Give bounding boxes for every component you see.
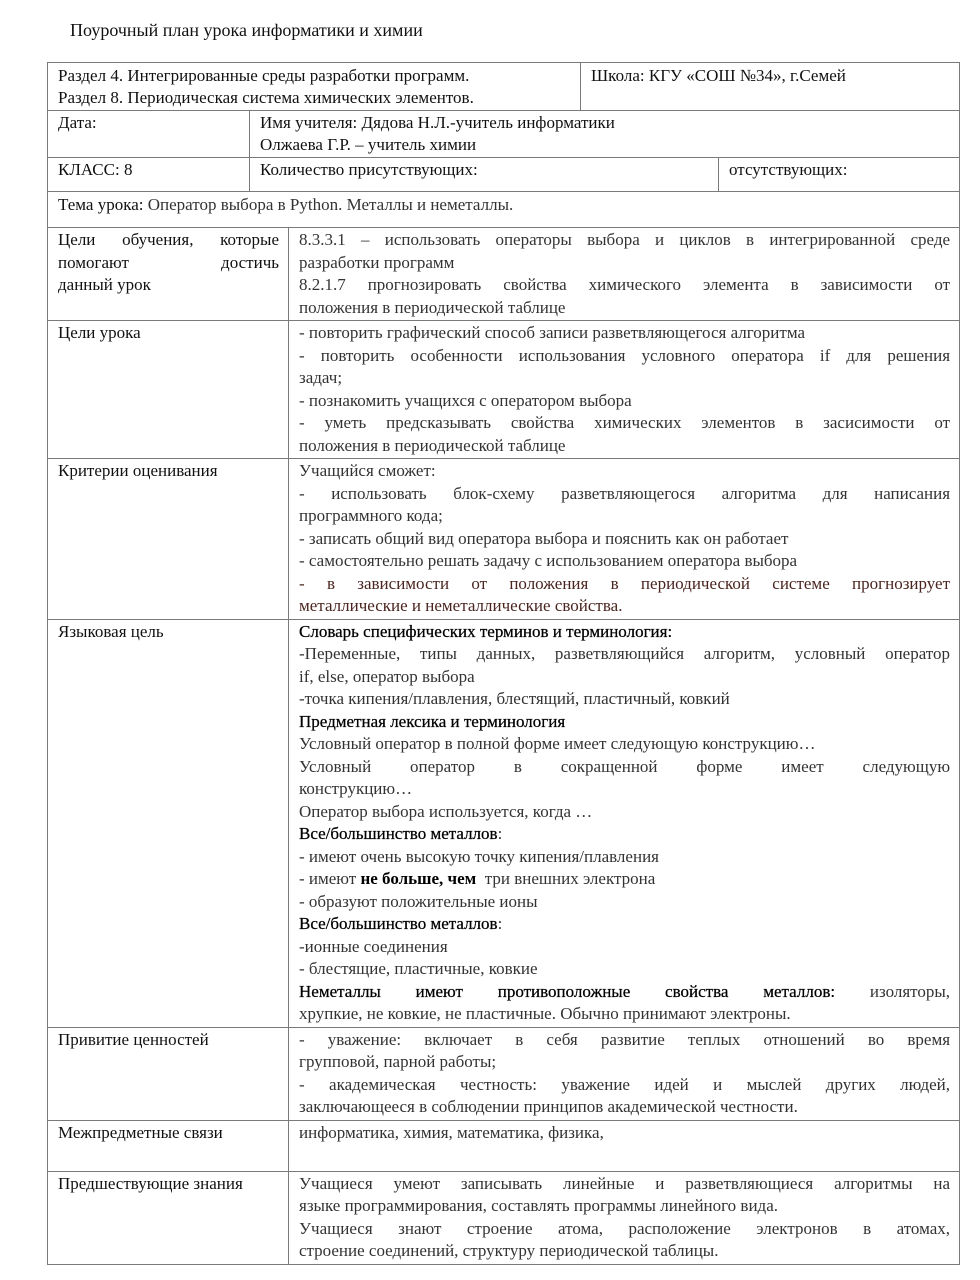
cross-curricular-value-cell [289, 1120, 960, 1171]
learning-goal-line: 8.2.1.7 прогнозировать свойства химического элемента в зависимости от [299, 275, 951, 294]
cross-curricular-label-cell [48, 1120, 289, 1171]
criteria-highlight-line: - в зависимости от положения в периодической системе прогнозирует [299, 573, 951, 593]
topic-value: Оператор выбора в Python. Металлы и неметаллы. [143, 195, 514, 214]
teacher-cell [250, 111, 960, 158]
values-label: Привитие ценностей [58, 1029, 209, 1049]
nonmetals-text: изоляторы, [835, 981, 951, 1001]
class-attendance-row [48, 158, 960, 192]
metals-property-line: -ионные соединения [299, 936, 448, 956]
learning-goals-value-cell [289, 228, 960, 321]
language-goal-row [48, 619, 960, 1027]
present-cell [250, 158, 719, 192]
lesson-goals-label: Цели урока [58, 323, 141, 342]
metals-property-line: - имеют очень высокую точку кипения/плавления [299, 846, 659, 866]
criteria-label-cell [48, 459, 289, 620]
class-cell [48, 158, 250, 192]
school-name: Школа: КГУ «СОШ №34», г.Семей [591, 66, 846, 85]
prior-knowledge-label-cell [48, 1171, 289, 1264]
learning-goals-label-line: Цели обучения, которые [58, 230, 279, 249]
metals-heading-colon: : [497, 824, 503, 843]
metals-heading-colon: : [497, 914, 503, 933]
topic-label: Тема урока: [58, 195, 144, 214]
prior-knowledge-line: строение соединений, структуру периодической таблицы. [299, 1241, 719, 1260]
learning-goal-line: разработки программ [299, 252, 455, 272]
lesson-goals-row [48, 321, 960, 459]
values-line: - уважение: включает в себя развитие теплых отношений во время [299, 1029, 951, 1049]
learning-goals-label-line: помогают достичь [58, 252, 279, 272]
date-cell [48, 111, 250, 158]
school-cell [581, 63, 960, 111]
learning-goals-label-line: данный урок [58, 275, 151, 294]
absent-label: отсутствующих: [729, 160, 848, 179]
vocabulary-line: -Переменные, типы данных, разветвляющийся алгоритм, условный оператор [299, 644, 951, 663]
class-label: КЛАСС: 8 [58, 160, 133, 179]
criteria-line: Учащийся сможет: [299, 461, 436, 480]
criteria-line: - записать общий вид оператора выбора и пояснить как он работает [299, 528, 789, 548]
criteria-line: программного кода; [299, 506, 443, 525]
cross-curricular-row [48, 1120, 960, 1171]
vocabulary-line: if, else, оператор выбора [299, 666, 475, 686]
sections-cell [48, 63, 581, 111]
prior-knowledge-value-cell [289, 1171, 960, 1264]
criteria-line: - использовать блок-схему разветвляющегося алгоритма для написания [299, 483, 951, 503]
metals-heading: Все/большинство металлов [299, 824, 498, 843]
criteria-line: - самостоятельно решать задачу с использованием оператора выбора [299, 551, 798, 570]
prior-knowledge-row [48, 1171, 960, 1264]
phrase-line: Условный оператор в сокращенной форме имеет следующую [299, 756, 951, 776]
metals-property-suffix: три внешних электрона [476, 869, 656, 888]
values-value-cell [289, 1027, 960, 1120]
lesson-goal-line: задач; [299, 368, 343, 387]
metals-heading-2: Все/большинство металлов [299, 914, 498, 933]
lesson-goal-line: положения в периодической таблице [299, 435, 566, 455]
metals-property-prefix: - имеют [299, 869, 361, 888]
vocabulary-heading: Словарь специфических терминов и терминология: [299, 621, 673, 641]
lesson-goal-line: - познакомить учащихся с оператором выбора [299, 390, 632, 410]
teacher-informatics: Имя учителя: Дядова Н.Л.-учитель информатики [260, 113, 615, 132]
language-goal-label: Языковая цель [58, 621, 164, 641]
date-label: Дата: [58, 113, 97, 132]
lesson-goal-line: - уметь предсказывать свойства химических элементов в засисимости от [299, 413, 951, 432]
lesson-goal-line: - повторить особенности использования условного оператора if для решения [299, 345, 951, 365]
lesson-goals-label-cell [48, 321, 289, 459]
phrase-line: конструкцию… [299, 779, 413, 798]
lesson-goals-value-cell [289, 321, 960, 459]
nonmetals-heading: Неметаллы имеют противоположные свойства металлов: [299, 981, 836, 1001]
topic-cell [48, 192, 960, 228]
values-line: групповой, парной работы; [299, 1052, 497, 1071]
phrase-line: Условный оператор в полной форме имеет следующую конструкцию… [299, 734, 816, 753]
phrase-line: Оператор выбора используется, когда … [299, 801, 593, 821]
section-8-title: Раздел 8. Периодическая система химических элементов. [58, 88, 474, 107]
nonmetals-text: хрупкие, не ковкие, не пластичные. Обычно принимают электроны. [299, 1004, 791, 1023]
learning-goals-row [48, 228, 960, 321]
criteria-label: Критерии оценивания [58, 461, 218, 480]
metals-property-line: - блестящие, пластичные, ковкие [299, 959, 538, 978]
subject-lexicon-heading: Предметная лексика и терминология [299, 711, 566, 731]
prior-knowledge-line: языке программирования, составлять программы линейного вида. [299, 1196, 779, 1215]
date-teacher-row [48, 111, 960, 158]
values-label-cell [48, 1027, 289, 1120]
criteria-value-cell [289, 459, 960, 620]
prior-knowledge-line: Учащиеся знают строение атома, расположение электронов в атомах, [299, 1218, 951, 1238]
section-4-title: Раздел 4. Интегрированные среды разработки программ. [58, 66, 470, 85]
values-row [48, 1027, 960, 1120]
document-title: Поурочный план урока информатики и химии [70, 20, 423, 40]
learning-goal-line: положения в периодической таблице [299, 297, 566, 317]
metals-property-emphasis: не больше, чем [360, 869, 477, 888]
topic-row [48, 192, 960, 228]
prior-knowledge-line: Учащиеся умеют записывать линейные и разветвляющиеся алгоритмы на [299, 1173, 951, 1193]
criteria-row [48, 459, 960, 620]
language-goal-label-cell [48, 619, 289, 1027]
vocabulary-line: -точка кипения/плавления, блестящий, пластичный, ковкий [299, 689, 730, 708]
sections-row [48, 63, 960, 111]
prior-knowledge-label: Предшествующие знания [58, 1173, 243, 1193]
metals-property-line: - образуют положительные ионы [299, 891, 538, 911]
learning-goal-line: 8.3.3.1 – использовать операторы выбора и циклов в интегрированной среде [299, 230, 951, 249]
lesson-plan-table [47, 62, 960, 1265]
criteria-highlight-line: металлические и неметаллические свойства. [299, 596, 623, 615]
learning-goals-label-cell [48, 228, 289, 321]
cross-curricular-label: Межпредметные связи [58, 1122, 223, 1142]
present-label: Количество присутствующих: [260, 160, 478, 179]
teacher-chemistry: Олжаева Г.Р. – учитель химии [260, 135, 477, 154]
cross-curricular-value: информатика, химия, математика, физика, [299, 1122, 604, 1142]
language-goal-value-cell [289, 619, 960, 1027]
lesson-goal-line: - повторить графический способ записи разветвляющегося алгоритма [299, 323, 806, 342]
absent-cell [719, 158, 960, 192]
values-line: - академическая честность: уважение идей и мыслей других людей, [299, 1074, 951, 1094]
values-line: заключающееся в соблюдении принципов академической честности. [299, 1097, 798, 1116]
